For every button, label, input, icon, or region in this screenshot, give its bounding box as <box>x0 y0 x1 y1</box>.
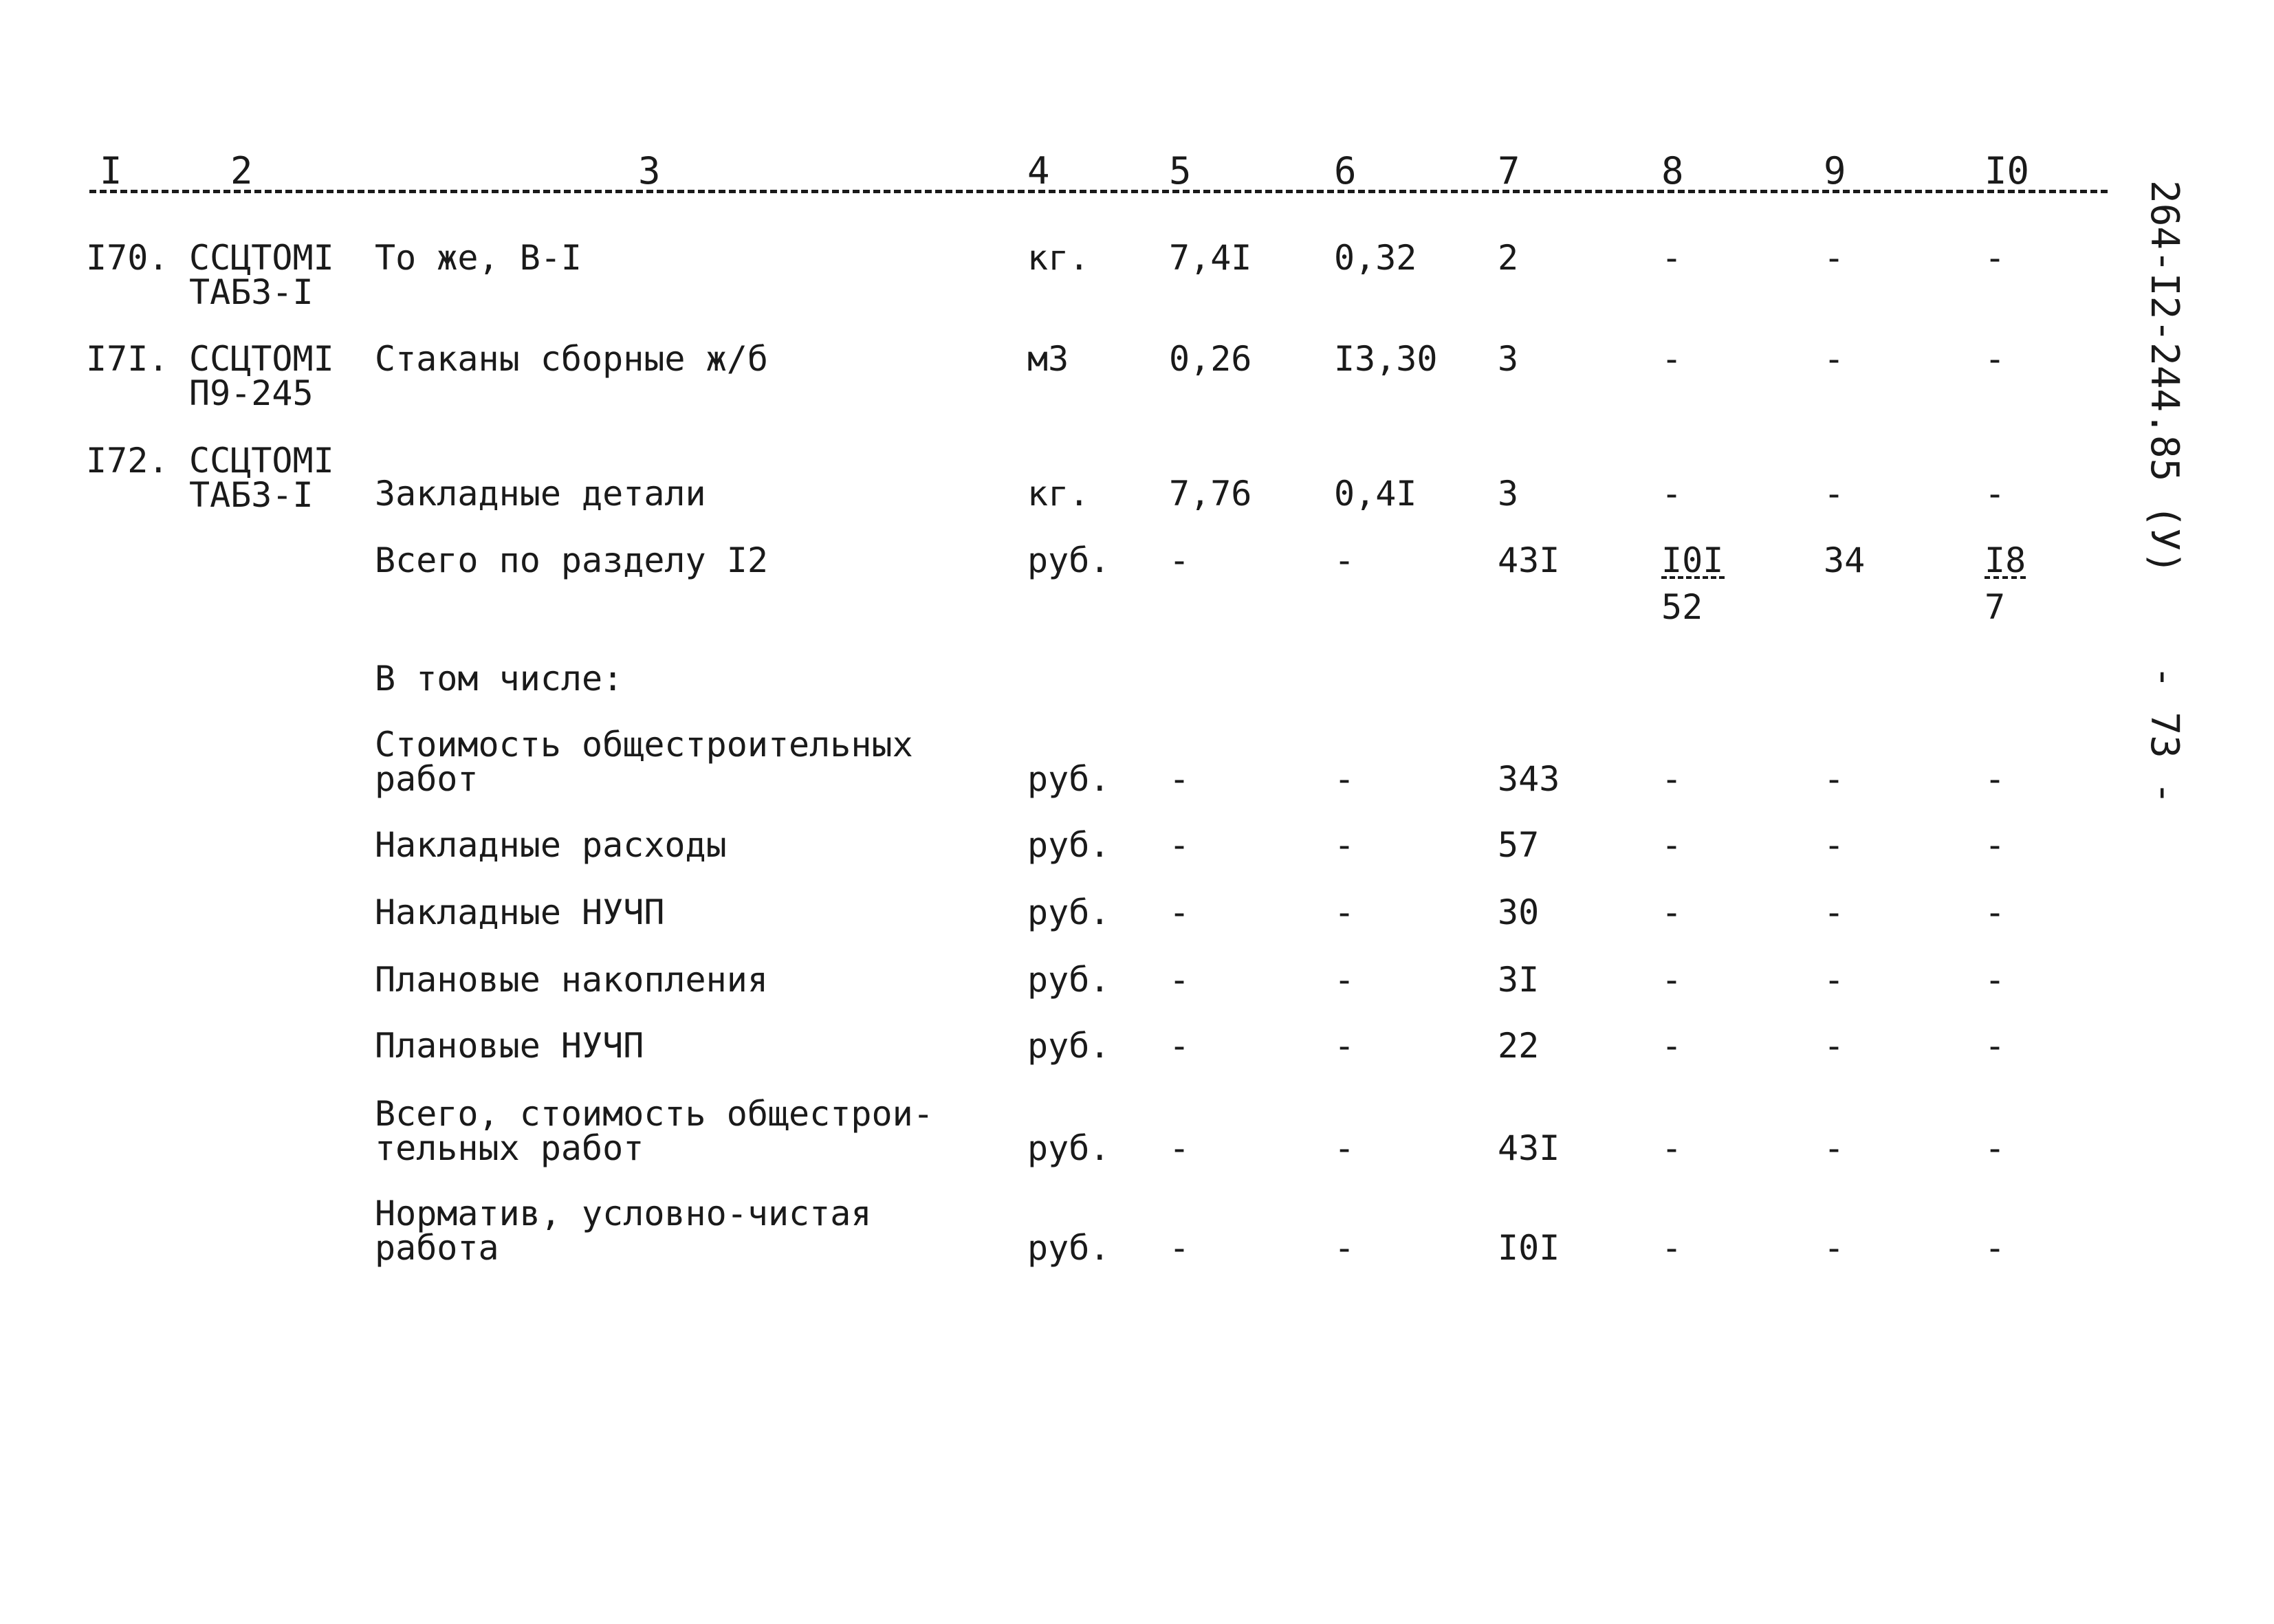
row-code-sub: ТАБ3-I <box>189 272 314 312</box>
row-col5: 7,4I <box>1169 238 1252 278</box>
breakdown-col9: - <box>1824 1026 1845 1066</box>
column-header-10: I0 <box>1985 149 2030 193</box>
row-col5: 7,76 <box>1169 474 1252 514</box>
breakdown-label-cont: работ <box>375 759 479 799</box>
row-name: Закладные детали <box>375 474 706 514</box>
breakdown-col6: - <box>1334 759 1355 799</box>
row-code: ССЦТОМI <box>189 238 334 278</box>
breakdown-col10: - <box>1985 892 2006 932</box>
column-header-8: 8 <box>1661 149 1684 193</box>
row-col7: 2 <box>1498 238 1519 278</box>
row-col10: - <box>1985 474 2006 514</box>
breakdown-col7: I0I <box>1498 1228 1560 1268</box>
breakdown-col7: 57 <box>1498 825 1540 865</box>
column-header-7: 7 <box>1498 149 1520 193</box>
breakdown-col7: 343 <box>1498 759 1560 799</box>
breakdown-col9: - <box>1824 825 1845 865</box>
breakdown-label-cont: работа <box>375 1228 499 1268</box>
row-col8: - <box>1661 474 1683 514</box>
breakdown-label: Плановые накопления <box>375 960 768 1000</box>
breakdown-label: Всего, стоимость общестрои- <box>375 1094 934 1134</box>
breakdown-col5: - <box>1169 1228 1190 1268</box>
breakdown-col6: - <box>1334 1228 1355 1268</box>
breakdown-col7: 43I <box>1498 1128 1560 1168</box>
fraction-line <box>1985 576 2026 579</box>
row-unit: кг. <box>1027 238 1090 278</box>
row-unit: м3 <box>1027 339 1069 379</box>
breakdown-col10: - <box>1985 1228 2006 1268</box>
total-col5: - <box>1169 540 1190 580</box>
breakdown-col6: - <box>1334 1128 1355 1168</box>
breakdown-col7: 22 <box>1498 1026 1540 1066</box>
page-number: - 73 - <box>2142 666 2187 805</box>
row-name: То же, В-I <box>375 238 582 278</box>
row-code: ССЦТОМI <box>189 441 334 481</box>
breakdown-col5: - <box>1169 892 1190 932</box>
breakdown-col8: - <box>1661 960 1683 1000</box>
breakdown-col6: - <box>1334 892 1355 932</box>
row-col7: 3 <box>1498 474 1519 514</box>
row-col9: - <box>1824 238 1845 278</box>
row-unit: кг. <box>1027 474 1090 514</box>
breakdown-col8: - <box>1661 1228 1683 1268</box>
row-code-sub: П9-245 <box>189 373 314 413</box>
breakdown-col10: - <box>1985 1128 2006 1168</box>
breakdown-col10: - <box>1985 759 2006 799</box>
row-number: I70. <box>86 238 169 278</box>
breakdown-col9: - <box>1824 960 1845 1000</box>
column-header-1: I <box>100 149 122 193</box>
breakdown-unit: руб. <box>1027 1128 1111 1168</box>
total-col10-top: I8 <box>1985 540 2026 580</box>
breakdown-label: Накладные расходы <box>375 825 727 865</box>
breakdown-col5: - <box>1169 960 1190 1000</box>
including-label: В том числе: <box>375 659 624 699</box>
row-col9: - <box>1824 339 1845 379</box>
row-col7: 3 <box>1498 339 1519 379</box>
row-col8: - <box>1661 339 1683 379</box>
breakdown-col10: - <box>1985 1026 2006 1066</box>
total-col10-bottom: 7 <box>1985 587 2006 627</box>
breakdown-col8: - <box>1661 1128 1683 1168</box>
breakdown-label: Стоимость общестроительных <box>375 725 913 765</box>
breakdown-col10: - <box>1985 960 2006 1000</box>
total-col9: 34 <box>1824 540 1866 580</box>
column-header-4: 4 <box>1027 149 1050 193</box>
breakdown-col9: - <box>1824 1228 1845 1268</box>
fraction-line <box>1661 576 1725 579</box>
row-col8: - <box>1661 238 1683 278</box>
row-col6: 0,32 <box>1334 238 1417 278</box>
row-number: I7I. <box>86 339 169 379</box>
breakdown-label: Норматив, условно-чистая <box>375 1194 872 1233</box>
breakdown-label-cont: тельных работ <box>375 1128 644 1168</box>
total-label: Всего по разделу I2 <box>375 540 768 580</box>
breakdown-col8: - <box>1661 825 1683 865</box>
row-col9: - <box>1824 474 1845 514</box>
column-header-5: 5 <box>1169 149 1192 193</box>
breakdown-col7: 30 <box>1498 892 1540 932</box>
breakdown-col6: - <box>1334 825 1355 865</box>
row-code-sub: ТАБ3-I <box>189 475 314 515</box>
total-col8-top: I0I <box>1661 540 1724 580</box>
row-col10: - <box>1985 339 2006 379</box>
total-col8-bottom: 52 <box>1661 587 1703 627</box>
header-divider <box>89 190 2108 193</box>
total-col6: - <box>1334 540 1355 580</box>
breakdown-col8: - <box>1661 1026 1683 1066</box>
breakdown-col9: - <box>1824 892 1845 932</box>
breakdown-col6: - <box>1334 960 1355 1000</box>
total-unit: руб. <box>1027 540 1111 580</box>
breakdown-col5: - <box>1169 759 1190 799</box>
row-col6: 0,4I <box>1334 474 1417 514</box>
breakdown-unit: руб. <box>1027 759 1111 799</box>
breakdown-col6: - <box>1334 1026 1355 1066</box>
row-col6: I3,30 <box>1334 339 1438 379</box>
row-code: ССЦТОМI <box>189 339 334 379</box>
breakdown-unit: руб. <box>1027 1026 1111 1066</box>
breakdown-col10: - <box>1985 825 2006 865</box>
breakdown-col9: - <box>1824 759 1845 799</box>
breakdown-col8: - <box>1661 892 1683 932</box>
row-col5: 0,26 <box>1169 339 1252 379</box>
total-col7: 43I <box>1498 540 1560 580</box>
column-header-6: 6 <box>1334 149 1357 193</box>
column-header-2: 2 <box>230 149 253 193</box>
breakdown-label: Плановые НУЧП <box>375 1026 644 1066</box>
breakdown-col9: - <box>1824 1128 1845 1168</box>
row-name: Стаканы сборные ж/б <box>375 339 768 379</box>
breakdown-label: Накладные НУЧП <box>375 892 665 932</box>
breakdown-unit: руб. <box>1027 1228 1111 1268</box>
breakdown-col5: - <box>1169 825 1190 865</box>
breakdown-unit: руб. <box>1027 892 1111 932</box>
row-col10: - <box>1985 238 2006 278</box>
breakdown-col7: 3I <box>1498 960 1540 1000</box>
breakdown-col8: - <box>1661 759 1683 799</box>
row-number: I72. <box>86 441 169 481</box>
breakdown-unit: руб. <box>1027 825 1111 865</box>
document-code: 264-I2-244.85 (У) <box>2142 180 2187 575</box>
breakdown-unit: руб. <box>1027 960 1111 1000</box>
breakdown-col5: - <box>1169 1128 1190 1168</box>
column-header-9: 9 <box>1824 149 1846 193</box>
column-header-3: 3 <box>638 149 661 193</box>
breakdown-col5: - <box>1169 1026 1190 1066</box>
